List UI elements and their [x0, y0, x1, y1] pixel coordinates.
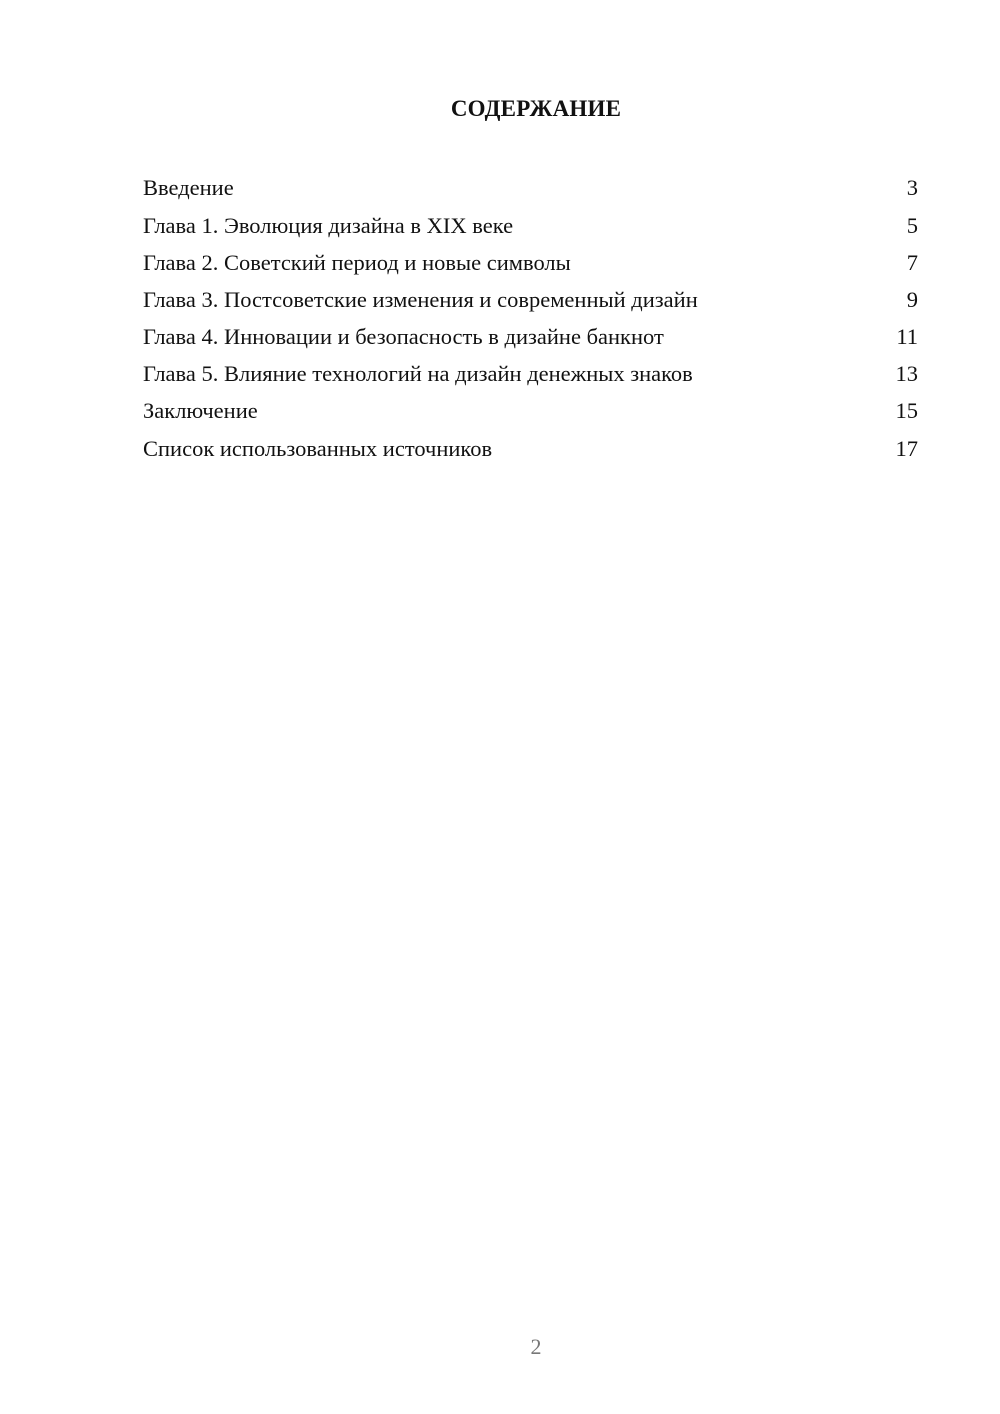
toc-entry-page: 17 — [895, 435, 918, 461]
toc-entry-page: 13 — [895, 361, 918, 387]
toc-entry — [143, 393, 918, 430]
page-title: СОДЕРЖАНИЕ — [450, 96, 622, 121]
toc-entry — [143, 244, 918, 281]
toc-entry-label: Глава 2. Советский период и новые символы — [143, 249, 571, 275]
toc-entry-page: 7 — [906, 249, 918, 275]
toc-entry-page: 9 — [906, 286, 918, 312]
toc-entry-page: 3 — [906, 175, 918, 201]
toc-entry — [143, 207, 918, 244]
toc-entry-label: Введение — [143, 175, 234, 201]
toc-entry-label: Глава 1. Эволюция дизайна в XIX веке — [143, 212, 514, 238]
toc-entry-label: Глава 5. Влияние технологий на дизайн денежных знаков — [143, 361, 693, 387]
toc-entry-page: 11 — [896, 324, 918, 350]
page-number: 2 — [530, 1334, 542, 1359]
table-of-contents — [143, 170, 918, 468]
toc-entry — [143, 430, 918, 467]
toc-entry — [143, 319, 918, 356]
toc-entry-label: Глава 4. Инновации и безопасность в дизайне банкнот — [143, 324, 664, 350]
toc-entry — [143, 356, 918, 393]
toc-entry-page: 5 — [906, 212, 918, 238]
toc-entry — [143, 282, 918, 319]
toc-entry-label: Список использованных источников — [143, 435, 493, 461]
toc-entry-label: Глава 3. Постсоветские изменения и современный дизайн — [143, 286, 698, 312]
toc-entry-label: Заключение — [143, 398, 258, 424]
toc-entry — [143, 170, 918, 207]
toc-entry-page: 15 — [895, 398, 918, 424]
